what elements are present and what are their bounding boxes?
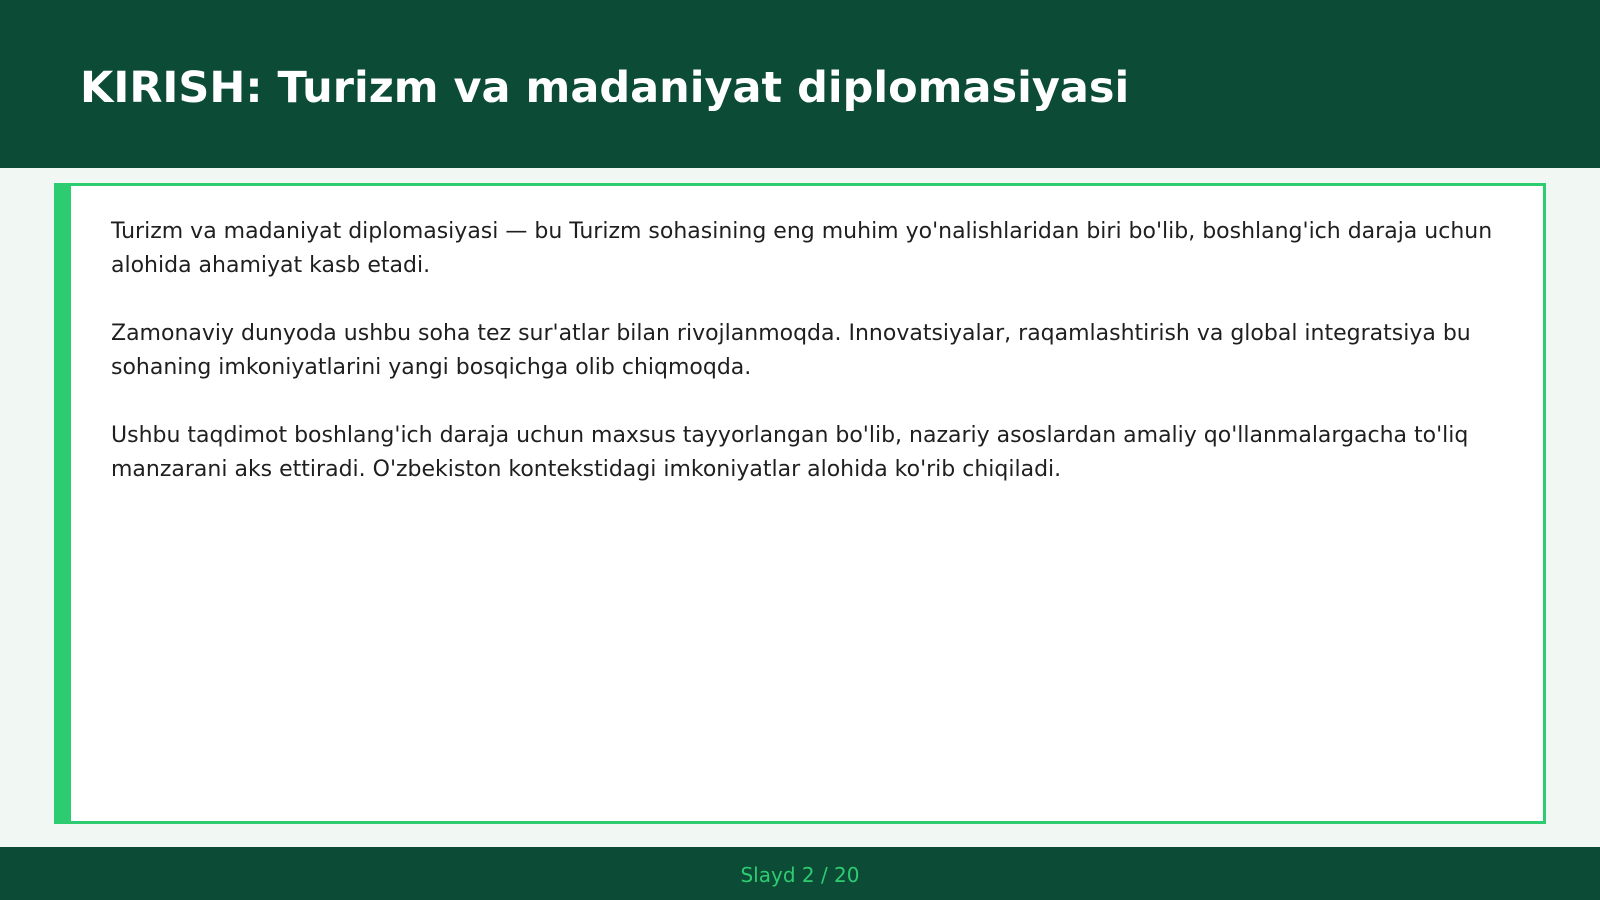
slide-title: KIRISH: Turizm va madaniyat diplomasiyasi [80, 63, 1130, 113]
slide-header [0, 0, 1600, 168]
content-card [54, 183, 1546, 824]
content-body [111, 215, 1501, 521]
slide-footer [0, 847, 1600, 900]
content-paragraph-3: Ushbu taqdimot boshlang'ich daraja uchun maxsus tayyorlangan bo'lib, nazariy asoslardan amaliy qo'llanmalargacha to'liq manzarani aks ettiradi. O'zbekiston kontekstidagi imkoniyatlar alohida ko'rib chiqiladi. [111, 423, 1469, 482]
content-paragraph-1: Turizm va madaniyat diplomasiyasi — bu Turizm sohasining eng muhim yo'nalishlaridan biri bo'lib, boshlang'ich daraja uchun alohida ahamiyat kasb etadi. [111, 219, 1493, 278]
slide-counter: Slayd 2 / 20 [740, 863, 860, 887]
content-paragraph-2: Zamonaviy dunyoda ushbu soha tez sur'atlar bilan rivojlanmoqda. Innovatsiyalar, raqamlashtirish va global integratsiya bu sohaning imkoniyatlarini yangi bosqichga olib chiqmoqda. [111, 321, 1471, 380]
